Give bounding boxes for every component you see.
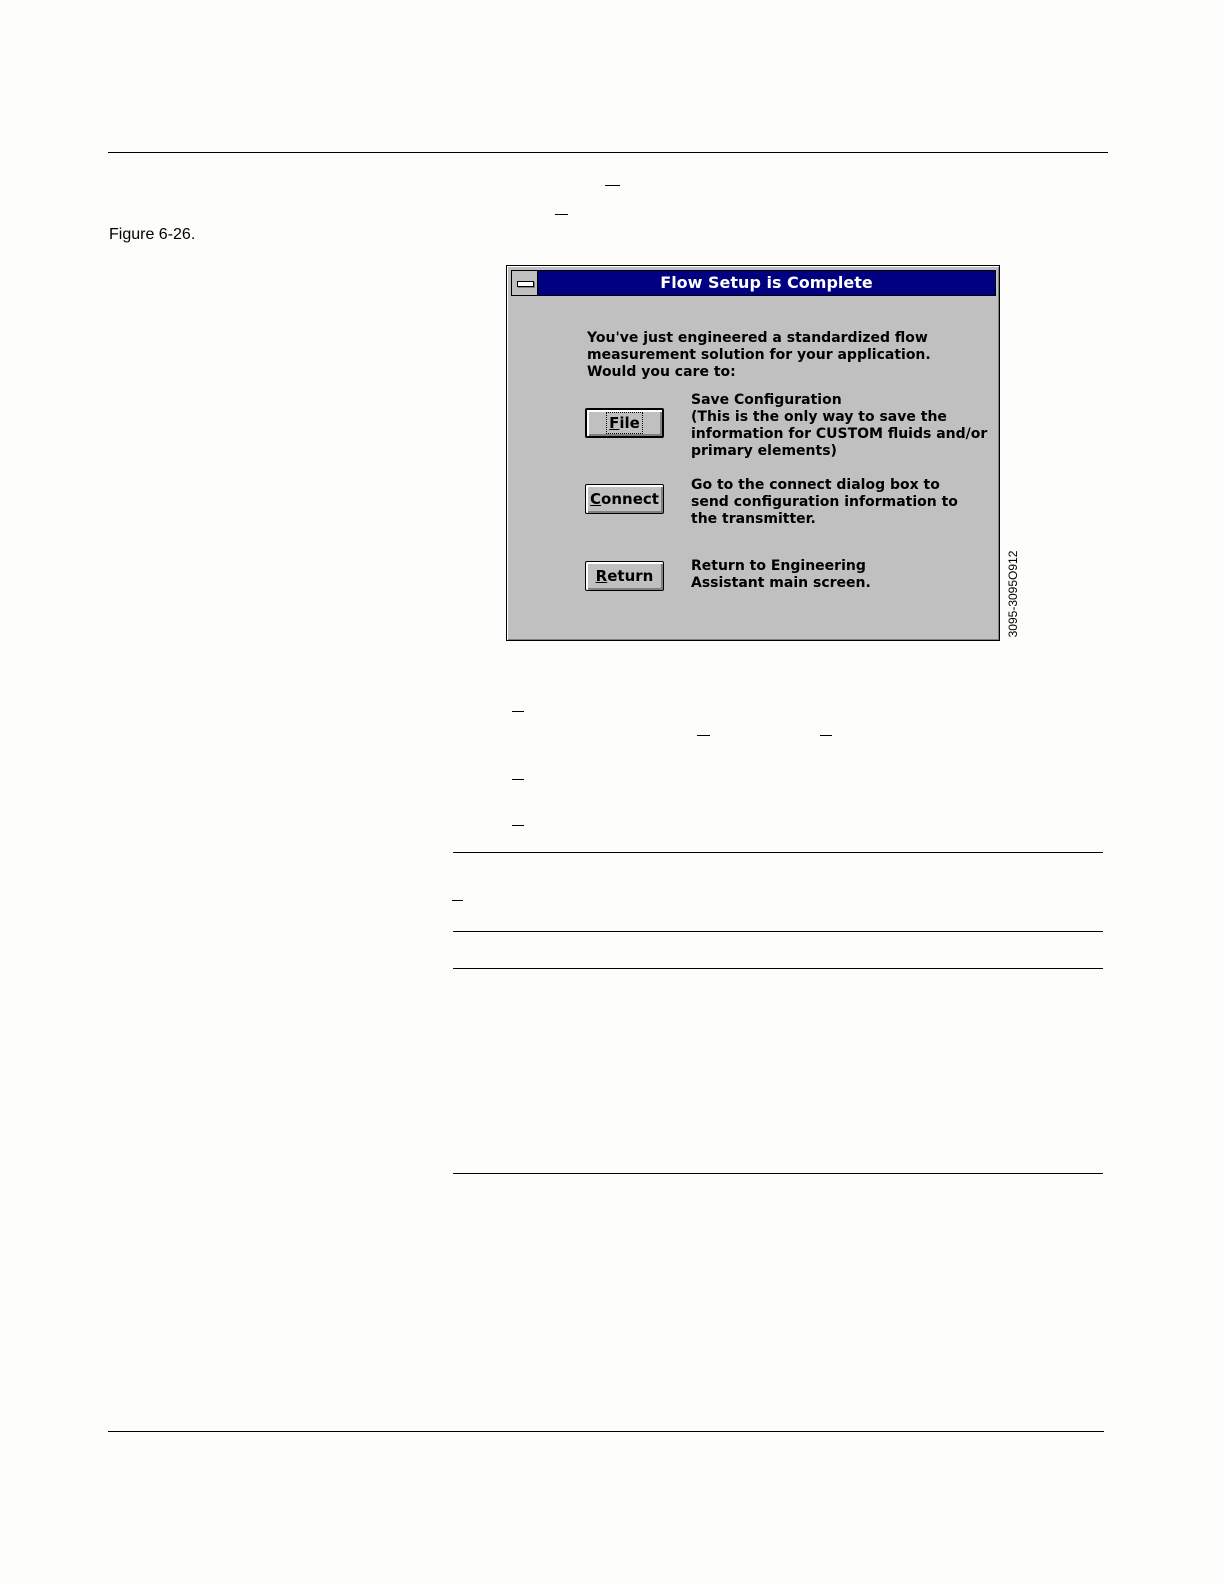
flow-setup-dialog: [506, 265, 1000, 641]
underline-mark: [697, 735, 710, 736]
return-description: Return to Engineering Assistant main screen.: [691, 558, 871, 591]
table-bottom-rule: [453, 1173, 1103, 1174]
underline-mark: [512, 711, 524, 712]
table-rule-3: [453, 968, 1103, 969]
return-button[interactable]: Return: [585, 561, 664, 591]
system-menu-button[interactable]: [512, 271, 538, 295]
intro-text: You've just engineered a standardized flow measurement solution for your application. Would you care to:: [587, 330, 931, 380]
file-description: Save Configuration (This is the only way to save the information for CUSTOM fluids and/or primary elements): [691, 392, 988, 459]
title-bar: [511, 270, 996, 296]
underline-mark: [555, 214, 568, 215]
underline-mark: [820, 735, 832, 736]
table-rule-2: [453, 931, 1103, 932]
system-menu-icon: [517, 281, 534, 287]
underline-mark: [605, 185, 620, 186]
file-button[interactable]: File: [585, 408, 664, 438]
header-rule: [108, 152, 1108, 153]
footer-rule: [108, 1431, 1104, 1432]
underline-mark: [452, 900, 463, 901]
dialog-title: Flow Setup is Complete: [538, 271, 995, 295]
table-top-rule: [453, 852, 1103, 853]
figure-caption: Figure 6-26.: [109, 226, 196, 243]
connect-description: Go to the connect dialog box to send configuration information to the transmitter.: [691, 477, 958, 527]
underline-mark: [512, 779, 524, 780]
underline-mark: [512, 825, 524, 826]
connect-button[interactable]: Connect: [585, 484, 664, 514]
